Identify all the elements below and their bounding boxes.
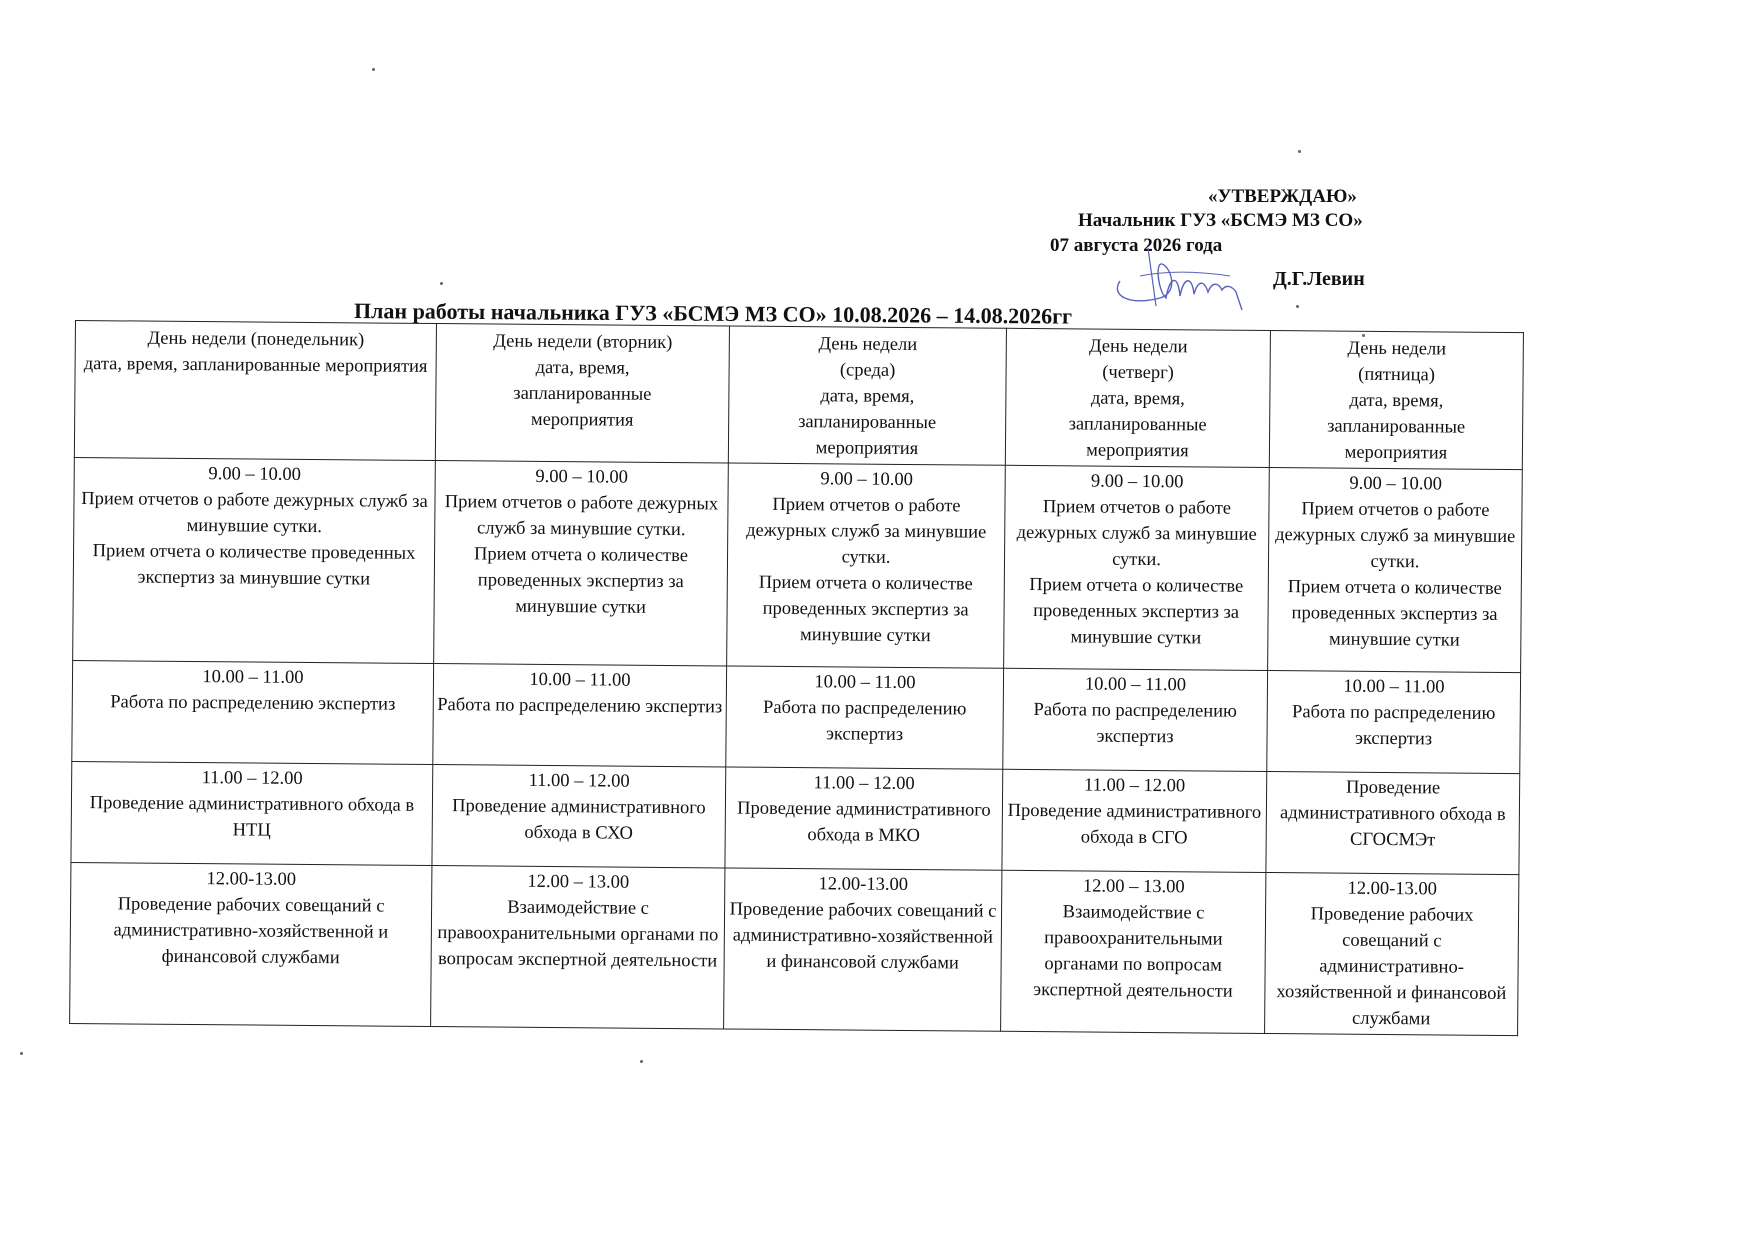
slot-time: 9.00 – 10.00 — [820, 469, 914, 491]
table-cell — [1002, 769, 1267, 872]
document-title: План работы начальника ГУЗ «БСМЭ МЗ СО» 10.08.2026 – 14.08.2026гг — [353, 298, 1073, 329]
header-tuesday — [435, 324, 729, 463]
slot-text: Работа по распределению экспертиз — [110, 692, 396, 715]
approver-position: Начальник ГУЗ «БСМЭ МЗ СО» — [1078, 210, 1363, 231]
slot-time: 10.00 – 11.00 — [814, 672, 916, 694]
approval-date: 07 августа 2026 года — [1050, 235, 1223, 256]
scan-speck — [1296, 305, 1299, 308]
slot-text: Проведение рабочих совещаний с административно-хозяйственной и финансовой службами — [1276, 904, 1507, 1030]
table-cell — [431, 866, 725, 1029]
table-cell — [1003, 668, 1268, 771]
slot-time: 12.00-13.00 — [206, 869, 297, 890]
slot-text: Проведение административного обхода в СГО — [1007, 800, 1262, 849]
scan-speck — [372, 68, 375, 71]
table-cell — [71, 761, 433, 865]
table-row — [70, 862, 1519, 1035]
scan-speck — [1298, 150, 1301, 153]
header-thursday — [1005, 328, 1270, 467]
slot-text: Проведение административного обхода в СХО — [452, 796, 706, 844]
approver-name: Д.Г.Левин — [1273, 268, 1365, 290]
slot-time: 12.00-13.00 — [1347, 878, 1438, 900]
table-cell — [70, 862, 432, 1026]
slot-text: Проведение административного обхода в СГОСМЭт — [1280, 777, 1506, 851]
slot-text: Работа по распределению экспертиз — [437, 695, 723, 718]
scan-speck — [20, 1052, 23, 1055]
slot-time: 11.00 – 12.00 — [528, 770, 630, 792]
table-cell — [73, 457, 436, 663]
slot-text: Проведение рабочих совещаний с административно-хозяйственной и финансовой службами — [729, 899, 997, 974]
handwritten-signature — [1100, 236, 1260, 316]
slot-text: Прием отчетов о работе дежурных служб за минувшие сутки. Прием отчета о количестве проведенных экспертиз за минувшие сутки — [746, 494, 987, 647]
table-cell — [72, 660, 434, 764]
table-cell — [1265, 872, 1519, 1035]
slot-time: 9.00 – 10.00 — [1349, 473, 1443, 495]
slot-text: Прием отчетов о работе дежурных служб за минувшие сутки. Прием отчета о количестве проведенных экспертиз за минувшие сутки — [1016, 497, 1257, 649]
table-cell — [1001, 870, 1266, 1033]
table-cell — [1004, 465, 1270, 670]
slot-text: Взаимодействие с правоохранительными органами по вопросам экспертной деятельности — [1033, 902, 1233, 1002]
scan-speck — [640, 1060, 643, 1063]
table-cell — [1267, 671, 1521, 774]
slot-time: 10.00 – 11.00 — [1343, 676, 1445, 698]
header-row — [74, 321, 1523, 470]
slot-time: 9.00 – 10.00 — [1090, 471, 1184, 493]
slot-text: Проведение административного обхода в НТЦ — [89, 793, 415, 841]
slot-text: Работа по распределению экспертиз — [1033, 700, 1237, 748]
slot-text: Взаимодействие с правоохранительными органами по вопросам экспертной деятельности — [437, 897, 719, 972]
schedule-table-wrapper — [69, 320, 1523, 1077]
slot-time: 10.00 – 11.00 — [529, 669, 631, 691]
header-wednesday-label: День недели (среда) дата, время, запланированные мероприятия — [798, 334, 937, 460]
table-row — [72, 660, 1521, 773]
table-cell — [433, 664, 727, 767]
slot-time: 12.00 – 13.00 — [1082, 876, 1185, 898]
table-row — [71, 761, 1520, 874]
table-cell — [725, 767, 1003, 870]
header-wednesday — [728, 326, 1006, 465]
header-tuesday-label: День недели (вторник) дата, время, запланированные мероприятия — [493, 331, 673, 431]
slot-text: Проведение рабочих совещаний с административно-хозяйственной и финансовой службами — [113, 894, 389, 969]
schedule-table — [69, 320, 1524, 1036]
slot-text: Работа по распределению экспертиз — [763, 697, 967, 745]
slot-time: 11.00 – 12.00 — [1084, 775, 1186, 797]
table-cell — [1268, 468, 1523, 673]
slot-time: 9.00 – 10.00 — [535, 466, 629, 488]
header-thursday-label: День недели (четверг) дата, время, запланированные мероприятия — [1068, 336, 1207, 462]
slot-time: 10.00 – 11.00 — [1084, 674, 1187, 696]
header-friday — [1269, 331, 1523, 470]
table-cell — [434, 461, 729, 666]
header-friday-label: День недели (пятница) дата, время, запланированные мероприятия — [1327, 338, 1466, 464]
slot-text: Проведение административного обхода в МКО — [737, 798, 991, 847]
slot-time: 11.00 – 12.00 — [813, 773, 915, 795]
table-cell — [432, 765, 726, 868]
approval-heading: «УТВЕРЖДАЮ» — [1208, 186, 1357, 207]
table-cell — [726, 666, 1004, 769]
slot-text: Прием отчетов о работе дежурных служб за минувшие сутки. Прием отчета о количестве проведенных экспертиз за минувшие сутки — [1275, 499, 1516, 651]
slot-time: 11.00 – 12.00 — [201, 768, 303, 789]
table-cell — [727, 463, 1006, 668]
header-monday-label: День недели (понедельник) дата, время, запланированные мероприятия — [83, 328, 428, 377]
slot-time: 12.00 – 13.00 — [527, 871, 630, 893]
slot-text: Прием отчетов о работе дежурных служб за минувшие сутки. Прием отчета о количестве проведенных экспертиз за минувшие сутки — [81, 489, 428, 590]
table-cell — [1266, 771, 1520, 874]
slot-text: Прием отчетов о работе дежурных служб за минувшие сутки. Прием отчета о количестве проведенных экспертиз за минувшие сутки — [444, 492, 719, 618]
table-row — [73, 457, 1523, 672]
scan-speck — [1362, 334, 1365, 337]
header-monday — [74, 321, 436, 461]
slot-time: 12.00-13.00 — [818, 874, 909, 895]
slot-time: 10.00 – 11.00 — [202, 667, 304, 688]
slot-time: 9.00 – 10.00 — [208, 464, 302, 485]
slot-text: Работа по распределению экспертиз — [1292, 702, 1496, 750]
table-cell — [724, 868, 1002, 1031]
scan-speck — [440, 282, 443, 285]
